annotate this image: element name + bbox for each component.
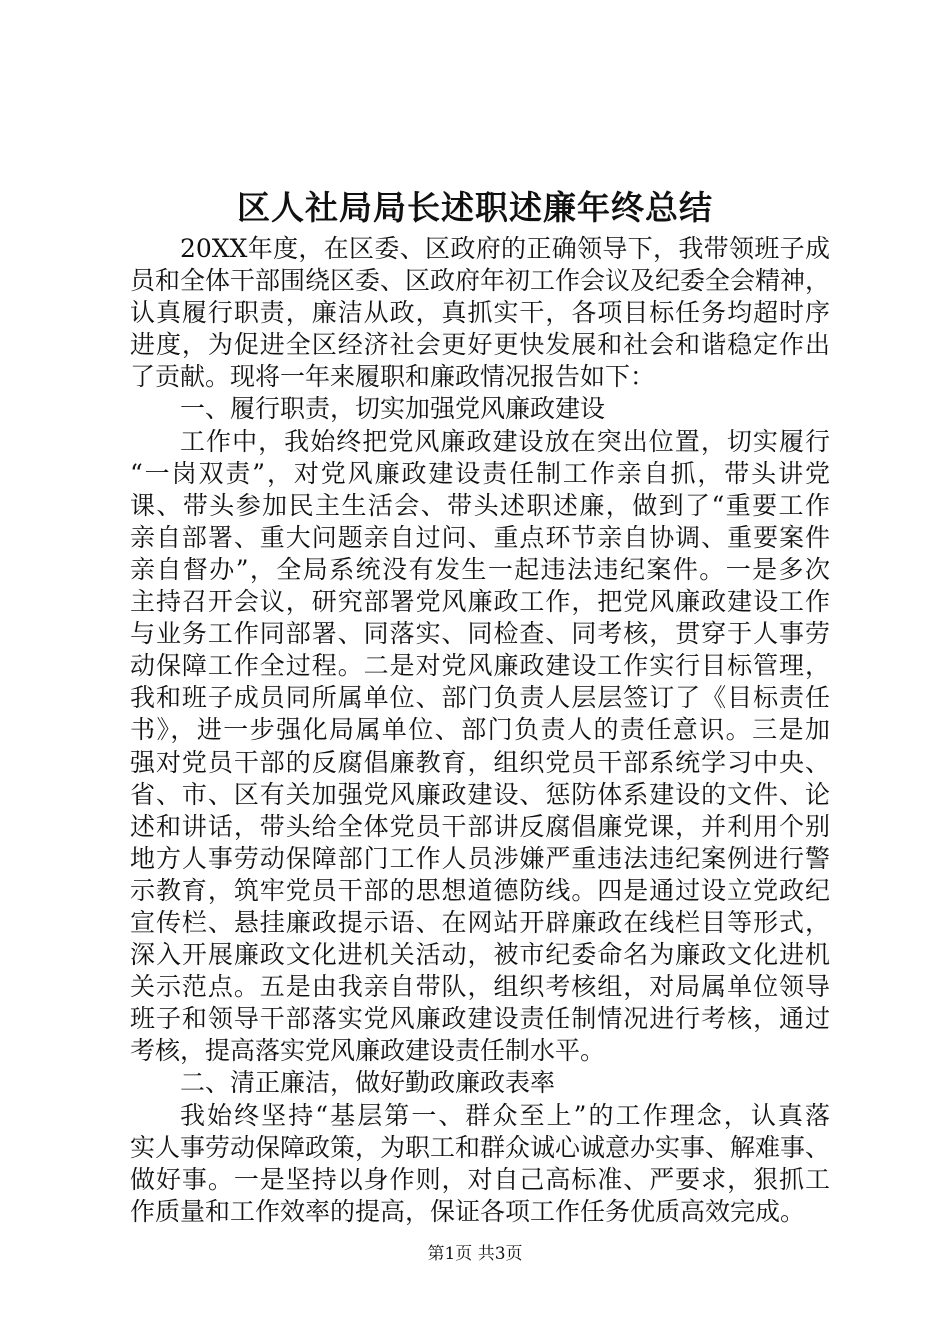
paragraph-line: 我和班子成员同所属单位、部门负责人层层签订了《目标责任 (130, 683, 830, 713)
paragraph-line: 员和全体干部围绕区委、区政府年初工作会议及纪委全会精神， (130, 266, 831, 296)
paragraph-line: 深入开展廉政文化进机关活动，被市纪委命名为廉政文化进机 (130, 940, 830, 970)
paragraph-line: 动保障工作全过程。二是对党风廉政建设工作实行目标管理， (130, 651, 830, 681)
paragraph-line: 示教育，筑牢党员干部的思想道德防线。四是通过设立党政纪 (130, 875, 830, 905)
paragraph-line: 书》，进一步强化局属单位、部门负责人的责任意识。三是加 (130, 715, 830, 745)
paragraph-line: 我始终坚持“基层第一、群众至上”的工作理念，认真落 (180, 1100, 830, 1130)
paragraph (130, 426, 830, 1068)
paragraph-line: 亲自督办”，全局系统没有发生一起违法违纪案件。一是多次 (130, 554, 830, 584)
paragraph-line: “一岗双责”，对党风廉政建设责任制工作亲自抓，带头讲党 (130, 458, 830, 488)
paragraph-line: 作质量和工作效率的提高，保证各项工作任务优质高效完成。 (130, 1196, 806, 1226)
page-footer: 第1页 共3页 (427, 1244, 523, 1264)
paragraph-line: 省、市、区有关加强党风廉政建设、惩防体系建设的文件、论 (130, 779, 830, 809)
paragraph-line: 与业务工作同部署、同落实、同检查、同考核，贯穿于人事劳 (130, 619, 830, 649)
document-body (130, 233, 830, 1228)
paragraph-line: 主持召开会议，研究部署党风廉政工作，把党风廉政建设工作 (130, 587, 830, 617)
paragraph-line: 述和讲话，带头给全体党员干部讲反腐倡廉党课，并利用个别 (130, 811, 830, 841)
paragraph-line: 做好事。一是坚持以身作则，对自己高标准、严要求，狠抓工 (130, 1164, 830, 1194)
paragraph-line: 宣传栏、悬挂廉政提示语、在网站开辟廉政在线栏目等形式， (130, 907, 830, 937)
paragraph-line: 实人事劳动保障政策，为职工和群众诚心诚意办实事、解难事、 (130, 1132, 831, 1162)
paragraph (130, 1100, 830, 1228)
paragraph-line: 课、带头参加民主生活会、带头述职述廉，做到了“重要工作 (130, 490, 830, 520)
paragraph-line: 班子和领导干部落实党风廉政建设责任制情况进行考核，通过 (130, 1004, 830, 1034)
heading-text: 一、履行职责，切实加强党风廉政建设 (180, 394, 606, 424)
section-heading (130, 1067, 830, 1099)
paragraph-line: 了贡献。现将一年来履职和廉政情况报告如下： (130, 362, 656, 392)
heading-text: 二、清正廉洁，做好勤政廉政表率 (180, 1068, 556, 1098)
paragraph-line: 认真履行职责，廉洁从政，真抓实干，各项目标任务均超时序 (130, 298, 830, 328)
paragraph-line: 强对党员干部的反腐倡廉教育，组织党员干部系统学习中央、 (130, 747, 830, 777)
paragraph-line: 进度，为促进全区经济社会更好更快发展和社会和谐稳定作出 (130, 330, 830, 360)
paragraph (130, 233, 830, 393)
paragraph-line: 关示范点。五是由我亲自带队，组织考核组，对局属单位领导 (130, 972, 830, 1002)
paragraph-line: 20XX年度，在区委、区政府的正确领导下，我带领班子成 (180, 234, 830, 263)
paragraph-line: 工作中，我始终把党风廉政建设放在突出位置，切实履行 (180, 426, 830, 456)
paragraph-line: 亲自部署、重大问题亲自过问、重点环节亲自协调、重要案件 (130, 522, 830, 552)
paragraph-line: 考核，提高落实党风廉政建设责任制水平。 (130, 1036, 606, 1066)
section-heading (130, 393, 830, 425)
paragraph-line: 地方人事劳动保障部门工作人员涉嫌严重违法违纪案例进行警 (130, 843, 830, 873)
document-title: 区人社局局长述职述廉年终总结 (237, 188, 713, 227)
